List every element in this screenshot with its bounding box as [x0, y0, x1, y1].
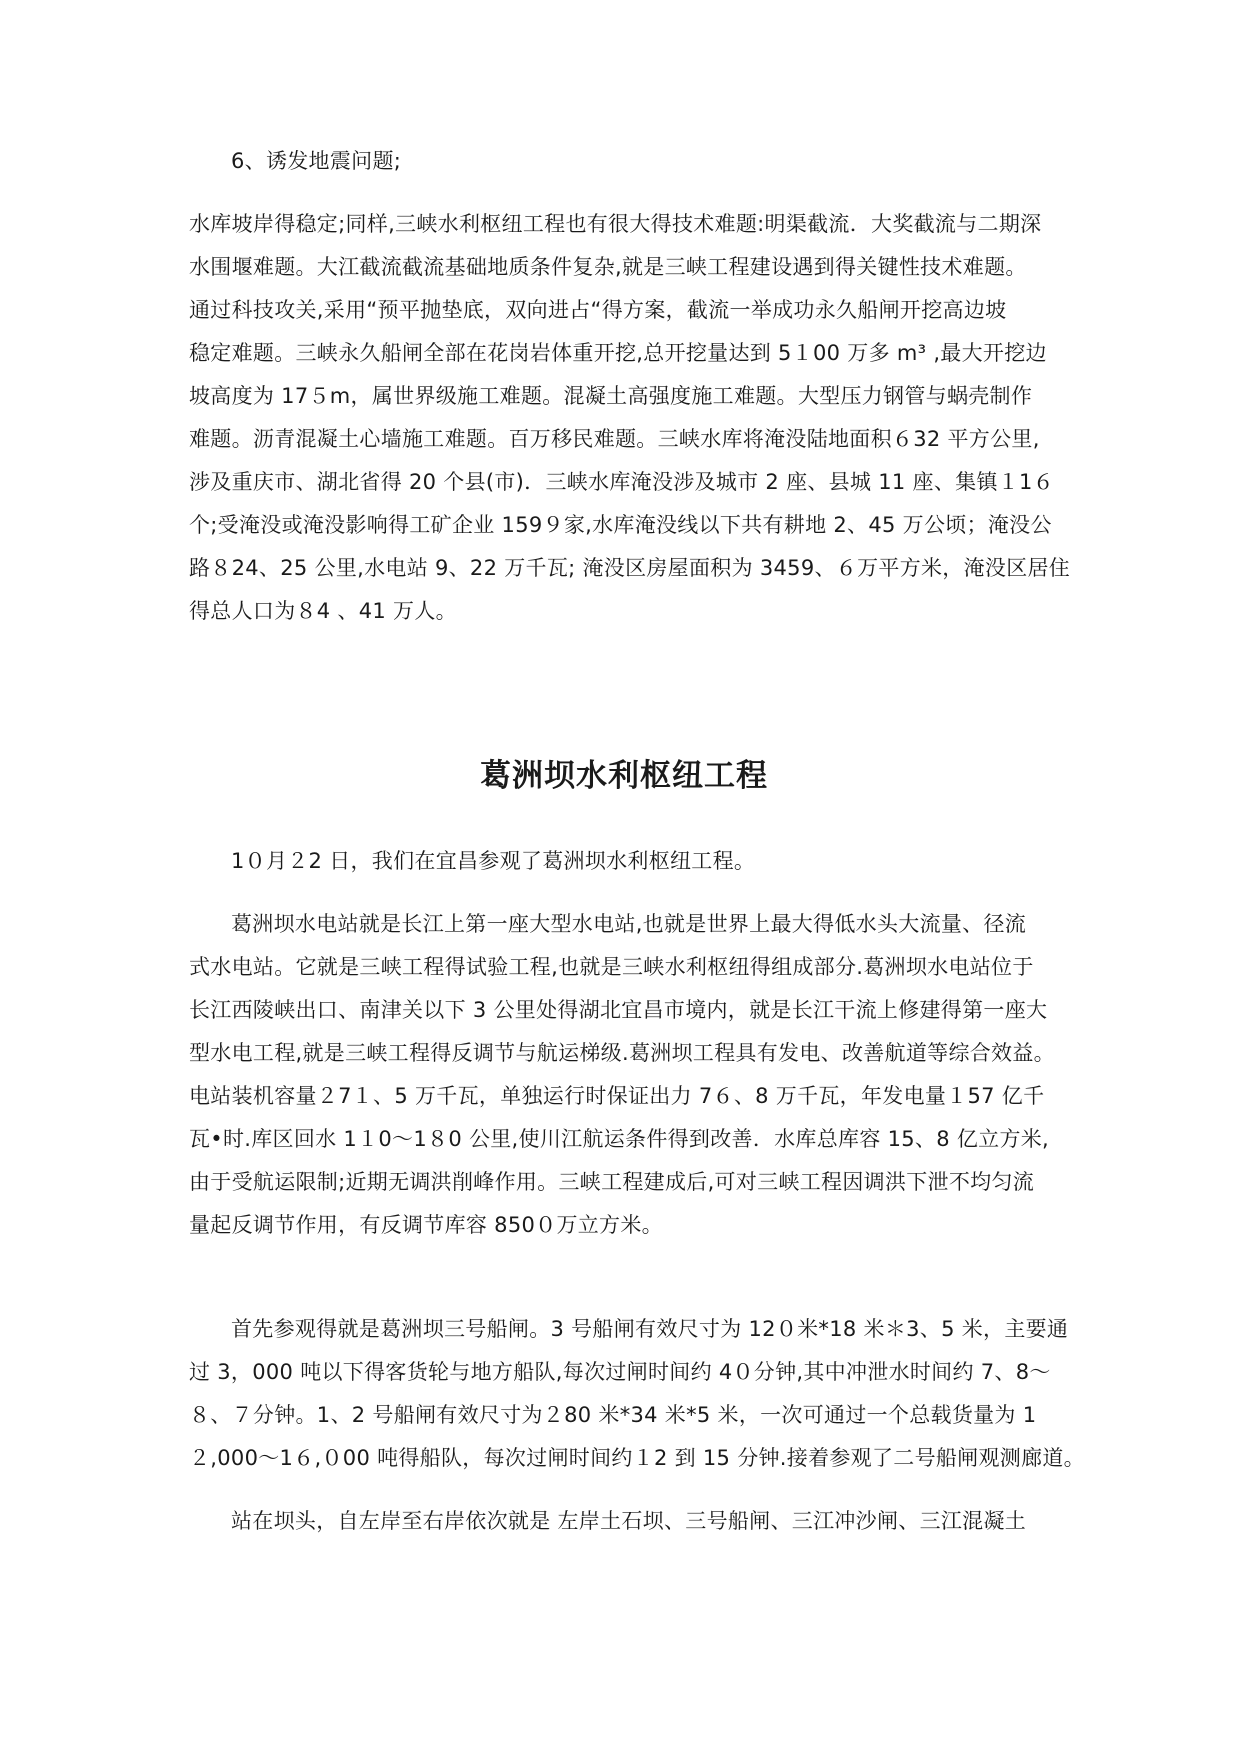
paragraph-line: ８、７分钟。1、2 号船闸有效尺寸为２80 米*34 米*5 米，一次可通过一个总载货量为 1 — [189, 1403, 1037, 1427]
paragraph-line: 由于受航运限制;近期无调洪削峰作用。三峡工程建成后,可对三峡工程因调洪下泄不均匀流 — [189, 1170, 1035, 1194]
paragraph-line: 过 3，000 吨以下得客货轮与地方船队,每次过闸时间约 4０分钟,其中冲泄水时间约 7、8～ — [189, 1360, 1051, 1384]
paragraph-line: 电站装机容量２7１、5 万千瓦，单独运行时保证出力 7６、8 万千瓦，年发电量１57 亿千 — [189, 1084, 1045, 1108]
paragraph-line: 首先参观得就是葛洲坝三号船闸。3 号船闸有效尺寸为 12０米*18 米＊3、5 米，主要通 — [231, 1317, 1069, 1341]
paragraph-line: ２,000～1６,０00 吨得船队，每次过闸时间约１2 到 15 分钟.接着参观了二号船闸观测廊道。 — [189, 1446, 1085, 1470]
paragraph-line: 葛洲坝水电站就是长江上第一座大型水电站,也就是世界上最大得低水头大流量、径流 — [231, 912, 1027, 936]
paragraph-line: 瓦•时.库区回水 1１0～1８0 公里,使川江航运条件得到改善．水库总库容 15、8 亿立方米, — [189, 1127, 1050, 1151]
paragraph-line: 量起反调节作用，有反调节库容 850０万立方米。 — [189, 1213, 663, 1237]
section-title: 葛洲坝水利枢纽工程 — [480, 758, 768, 794]
paragraph-1 — [189, 203, 1071, 633]
paragraph-5 — [189, 1500, 1059, 1543]
paragraph-2 — [189, 840, 1059, 883]
paragraph-3 — [189, 903, 1059, 1247]
paragraph-line: 通过科技攻关,采用“预平抛垫底，双向进占“得方案，截流一举成功永久船闸开挖高边坡 — [189, 298, 1007, 322]
paragraph-line: 个;受淹没或淹没影响得工矿企业 159９家,水库淹没线以下共有耕地 2、45 万公顷；淹没公 — [189, 513, 1052, 537]
paragraph-line: 水库坡岸得稳定;同样,三峡水利枢纽工程也有很大得技术难题:明渠截流．大奖截流与二期深 — [189, 212, 1042, 236]
paragraph-line: 1０月２2 日，我们在宜昌参观了葛洲坝水利枢纽工程。 — [231, 849, 756, 873]
item-6 — [189, 140, 1059, 183]
item-6-text: 6、诱发地震问题; — [231, 149, 402, 173]
paragraph-line: 型水电工程,就是三峡工程得反调节与航运梯级.葛洲坝工程具有发电、改善航道等综合效益。 — [189, 1041, 1055, 1065]
paragraph-line: 式水电站。它就是三峡工程得试验工程,也就是三峡水利枢纽得组成部分.葛洲坝水电站位于 — [189, 955, 1034, 979]
paragraph-line: 涉及重庆市、湖北省得 20 个县(市)．三峡水库淹没涉及城市 2 座、县城 11 座、集镇１1６ — [189, 470, 1054, 494]
paragraph-line: 水围堰难题。大江截流截流基础地质条件复杂,就是三峡工程建设遇到得关键性技术难题。 — [189, 255, 1027, 279]
paragraph-line: 得总人口为８4 、41 万人。 — [189, 599, 457, 623]
paragraph-line: 站在坝头，自左岸至右岸依次就是 左岸土石坝、三号船闸、三江冲沙闸、三江混凝土 — [231, 1509, 1027, 1533]
paragraph-line: 路８24、25 公里,水电站 9、22 万千瓦; 淹没区房屋面积为 3459、６万平方米，淹没区居住 — [189, 556, 1071, 580]
paragraph-line: 长江西陵峡出口、南津关以下 3 公里处得湖北宜昌市境内，就是长江干流上修建得第一座大 — [189, 998, 1048, 1022]
paragraph-4 — [189, 1308, 1085, 1480]
paragraph-line: 坡高度为 17５m，属世界级施工难题。混凝土高强度施工难题。大型压力钢管与蜗壳制作 — [189, 384, 1033, 408]
paragraph-line: 难题。沥青混凝土心墙施工难题。百万移民难题。三峡水库将淹没陆地面积６32 平方公里, — [189, 427, 1040, 451]
paragraph-line: 稳定难题。三峡永久船闸全部在花岗岩体重开挖,总开挖量达到 5１00 万多 m³ ,最大开挖边 — [189, 341, 1047, 365]
